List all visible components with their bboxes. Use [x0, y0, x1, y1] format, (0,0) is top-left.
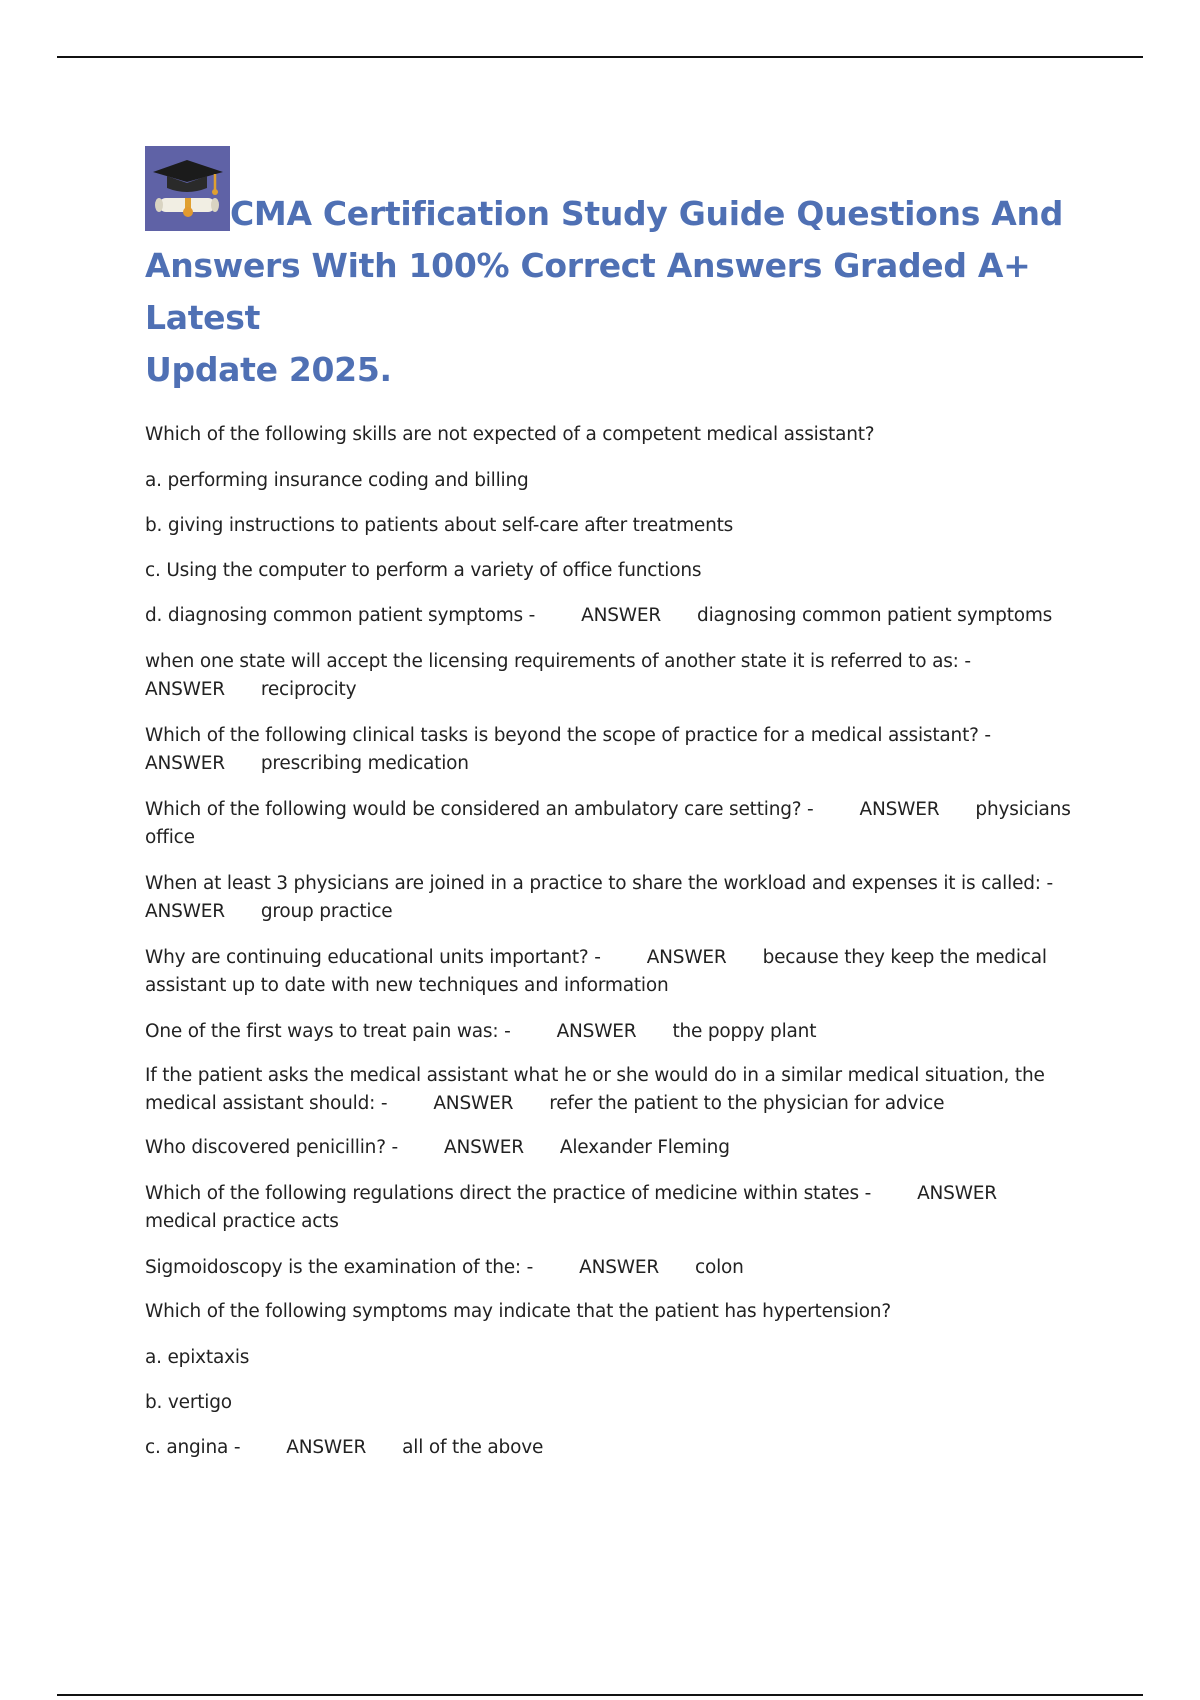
- question-1: Which of the following skills are not expected of a competent medical assistant?: [145, 424, 875, 445]
- q7-question: One of the first ways to treat pain was: -: [145, 1021, 511, 1042]
- answer-label: ANSWER: [581, 605, 662, 626]
- q12-option-c-answer: [145, 1434, 1085, 1462]
- document-title: [145, 146, 1085, 396]
- q3-answer: prescribing medication: [260, 753, 469, 774]
- document-body: [145, 146, 1085, 1462]
- question-3: [145, 722, 1085, 778]
- q6-question: Why are continuing educational units important? -: [145, 947, 601, 968]
- q11-question: Sigmoidoscopy is the examination of the: -: [145, 1257, 534, 1278]
- q1-answer: diagnosing common patient symptoms: [697, 605, 1053, 626]
- header-rule: [57, 56, 1143, 58]
- q7-answer: the poppy plant: [672, 1021, 817, 1042]
- q2-answer: reciprocity: [260, 679, 357, 700]
- q9-question: Who discovered penicillin? -: [145, 1137, 398, 1158]
- q6-answer-part-1: because they keep the medical: [762, 947, 1047, 968]
- answer-label: ANSWER: [556, 1021, 637, 1042]
- q2-question: when one state will accept the licensing requirements of another state it is referred to as: -: [145, 651, 971, 672]
- q4-question: Which of the following would be considered an ambulatory care setting? -: [145, 799, 814, 820]
- question-8: [145, 1062, 1085, 1118]
- q4-answer-part-1: physicians: [975, 799, 1071, 820]
- question-2: [145, 648, 1085, 704]
- q4-answer-part-2: office: [145, 827, 195, 848]
- title-line-3: Update 2025.: [145, 350, 392, 389]
- q8-question-part-2: medical assistant should: -: [145, 1093, 388, 1114]
- q3-question: Which of the following clinical tasks is beyond the scope of practice for a medical assistant? -: [145, 725, 991, 746]
- footer-rule: [57, 1694, 1143, 1696]
- title-line-2: Answers With 100% Correct Answers Graded A+ Latest: [145, 246, 1031, 337]
- q5-question: When at least 3 physicians are joined in a practice to share the workload and expenses it is called: -: [145, 873, 1053, 894]
- q11-answer: colon: [695, 1257, 744, 1278]
- q8-question-part-1: If the patient asks the medical assistant what he or she would do in a similar medical situation, the: [145, 1065, 1045, 1086]
- question-7: [145, 1018, 1085, 1046]
- q1-option-a: a. performing insurance coding and billing: [145, 470, 529, 491]
- q12-option-b: b. vertigo: [145, 1392, 232, 1413]
- question-10: [145, 1180, 1085, 1236]
- question-11: [145, 1254, 1085, 1282]
- q10-answer: medical practice acts: [145, 1211, 339, 1232]
- answer-label: ANSWER: [145, 679, 225, 700]
- question-6: [145, 944, 1085, 1000]
- q5-answer: group practice: [260, 901, 393, 922]
- q10-question: Which of the following regulations direct the practice of medicine within states -: [145, 1183, 872, 1204]
- answer-label: ANSWER: [433, 1093, 514, 1114]
- q1-option-c: c. Using the computer to perform a variety of office functions: [145, 560, 702, 581]
- question-9: [145, 1134, 1085, 1162]
- q1-option-d: d. diagnosing common patient symptoms -: [145, 605, 536, 626]
- q1-option-b: b. giving instructions to patients about self-care after treatments: [145, 515, 734, 536]
- question-4: [145, 796, 1085, 852]
- answer-label: ANSWER: [444, 1137, 524, 1158]
- answer-label: ANSWER: [579, 1257, 659, 1278]
- answer-label: ANSWER: [859, 799, 940, 820]
- graduation-cap-icon: [145, 146, 230, 231]
- q6-answer-part-2: assistant up to date with new techniques and information: [145, 975, 669, 996]
- answer-label: ANSWER: [286, 1437, 367, 1458]
- answer-label: ANSWER: [646, 947, 727, 968]
- q12-option-c: c. angina -: [145, 1437, 241, 1458]
- answer-label: ANSWER: [917, 1183, 997, 1204]
- q9-answer: Alexander Fleming: [559, 1137, 730, 1158]
- q8-answer: refer the patient to the physician for advice: [549, 1093, 945, 1114]
- q12-answer: all of the above: [402, 1437, 544, 1458]
- q1-option-d-answer: [145, 602, 1085, 630]
- question-5: [145, 870, 1085, 926]
- title-line-1: CMA Certification Study Guide Questions And: [230, 194, 1064, 233]
- q12-option-a: a. epixtaxis: [145, 1347, 250, 1368]
- answer-label: ANSWER: [145, 901, 225, 922]
- question-12: Which of the following symptoms may indicate that the patient has hypertension?: [145, 1301, 891, 1322]
- answer-label: ANSWER: [145, 753, 225, 774]
